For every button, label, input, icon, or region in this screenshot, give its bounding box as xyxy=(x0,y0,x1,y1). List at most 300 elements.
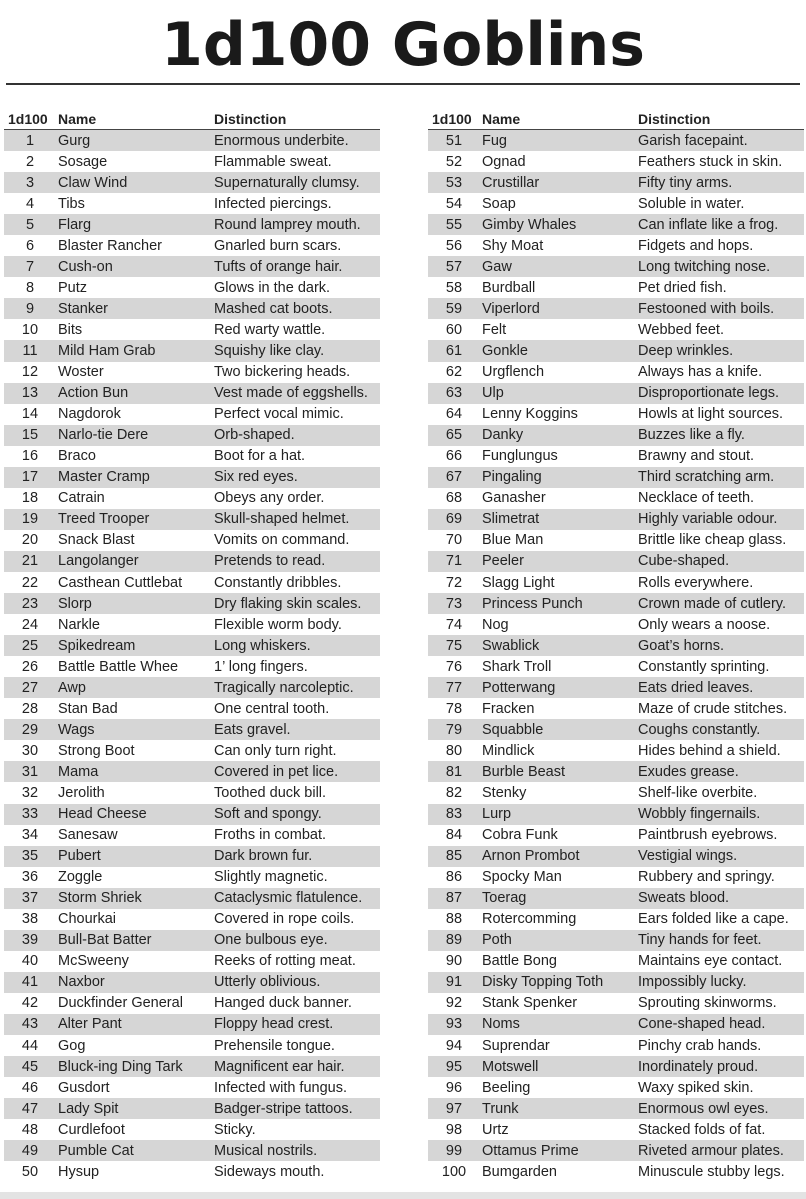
table-row xyxy=(4,256,380,277)
distinction-cell: Vomits on command. xyxy=(214,532,350,549)
name-cell: Braco xyxy=(58,448,96,465)
roll-cell: 53 xyxy=(445,174,463,191)
distinction-cell: Shelf-like overbite. xyxy=(638,784,758,801)
roll-cell: 49 xyxy=(21,1142,39,1159)
name-cell: Felt xyxy=(482,321,507,338)
roll-cell: 3 xyxy=(25,174,35,191)
name-cell: Blaster Rancher xyxy=(58,237,162,254)
roll-cell: 8 xyxy=(25,279,35,296)
table-row xyxy=(4,782,380,803)
name-cell: Curdlefoot xyxy=(58,1121,125,1138)
table-row xyxy=(4,888,380,909)
distinction-cell: Pet dried fish. xyxy=(638,279,727,296)
roll-cell: 77 xyxy=(445,679,463,696)
distinction-cell: Prehensile tongue. xyxy=(214,1037,335,1054)
table-row xyxy=(4,340,380,361)
roll-cell: 40 xyxy=(21,953,39,970)
distinction-cell: Necklace of teeth. xyxy=(638,490,755,507)
name-cell: Tibs xyxy=(58,195,85,212)
name-cell: Woster xyxy=(58,364,104,381)
roll-cell: 86 xyxy=(445,869,463,886)
roll-cell: 38 xyxy=(21,911,39,928)
roll-cell: 16 xyxy=(21,448,39,465)
name-cell: Nog xyxy=(482,616,509,633)
roll-cell: 57 xyxy=(445,258,463,275)
roll-cell: 66 xyxy=(445,448,463,465)
name-cell: Mindlick xyxy=(482,742,535,759)
table-row xyxy=(428,1077,804,1098)
distinction-cell: Floppy head crest. xyxy=(214,1016,334,1033)
name-cell: Narkle xyxy=(58,616,100,633)
distinction-cell: Sweats blood. xyxy=(638,890,730,907)
name-cell: Sosage xyxy=(58,153,108,170)
table-row xyxy=(428,467,804,488)
table-row xyxy=(428,383,804,404)
table-row xyxy=(4,151,380,172)
distinction-cell: Slightly magnetic. xyxy=(214,869,328,886)
roll-cell: 35 xyxy=(21,848,39,865)
name-cell: Battle Battle Whee xyxy=(58,658,179,675)
roll-cell: 89 xyxy=(445,932,463,949)
name-cell: Narlo-tie Dere xyxy=(58,427,149,444)
roll-cell: 63 xyxy=(445,385,463,402)
distinction-cell: Flammable sweat. xyxy=(214,153,332,170)
roll-cell: 56 xyxy=(445,237,463,254)
distinction-cell: Rolls everywhere. xyxy=(638,574,754,591)
table-row xyxy=(428,551,804,572)
distinction-cell: Can only turn right. xyxy=(214,742,337,759)
roll-cell: 72 xyxy=(445,574,463,591)
table-row xyxy=(4,425,380,446)
distinction-cell: Boot for a hat. xyxy=(214,448,306,465)
table-row xyxy=(4,488,380,509)
roll-cell: 4 xyxy=(25,195,35,212)
distinction-cell: Festooned with boils. xyxy=(638,300,775,317)
distinction-cell: Highly variable odour. xyxy=(638,511,778,528)
name-cell: Casthean Cuttlebat xyxy=(58,574,183,591)
name-cell: Fracken xyxy=(482,700,535,717)
table-row xyxy=(428,888,804,909)
table-row xyxy=(4,951,380,972)
name-cell: Suprendar xyxy=(482,1037,550,1054)
header-name: Name xyxy=(58,110,97,127)
table-row xyxy=(4,593,380,614)
roll-cell: 29 xyxy=(21,721,39,738)
name-cell: Arnon Prombot xyxy=(482,848,580,865)
roll-cell: 96 xyxy=(445,1079,463,1096)
distinction-cell: Perfect vocal mimic. xyxy=(214,406,344,423)
table-column-right xyxy=(428,108,804,1182)
table-row xyxy=(4,1014,380,1035)
distinction-cell: Stacked folds of fat. xyxy=(638,1121,766,1138)
header-distinction: Distinction xyxy=(638,110,711,127)
distinction-cell: Fifty tiny arms. xyxy=(638,174,733,191)
table-row xyxy=(428,972,804,993)
name-cell: Treed Trooper xyxy=(58,511,150,528)
distinction-cell: Hanged duck banner. xyxy=(214,995,352,1012)
distinction-cell: Webbed feet. xyxy=(638,321,724,338)
name-cell: Chourkai xyxy=(58,911,117,928)
table-row xyxy=(428,993,804,1014)
table-row xyxy=(4,467,380,488)
roll-cell: 95 xyxy=(445,1058,463,1075)
name-cell: Burble Beast xyxy=(482,763,566,780)
distinction-cell: Buzzes like a fly. xyxy=(638,427,745,444)
table-row xyxy=(428,909,804,930)
name-cell: Stanker xyxy=(58,300,108,317)
name-cell: Pumble Cat xyxy=(58,1142,134,1159)
name-cell: Catrain xyxy=(58,490,105,507)
table-row xyxy=(428,193,804,214)
distinction-cell: Can inflate like a frog. xyxy=(638,216,779,233)
roll-cell: 25 xyxy=(21,637,39,654)
name-cell: Putz xyxy=(58,279,88,296)
table-row xyxy=(428,1161,804,1182)
table-row xyxy=(428,572,804,593)
table-row xyxy=(428,719,804,740)
distinction-cell: Round lamprey mouth. xyxy=(214,216,361,233)
table-row xyxy=(428,319,804,340)
roll-cell: 9 xyxy=(25,300,35,317)
table-row xyxy=(428,593,804,614)
table-row xyxy=(428,340,804,361)
roll-cell: 64 xyxy=(445,406,463,423)
table-row xyxy=(428,846,804,867)
name-cell: Awp xyxy=(58,679,86,696)
table-row xyxy=(4,1161,380,1182)
distinction-cell: Cataclysmic flatulence. xyxy=(214,890,363,907)
name-cell: Cush-on xyxy=(58,258,113,275)
distinction-cell: Eats gravel. xyxy=(214,721,291,738)
name-cell: Storm Shriek xyxy=(58,890,142,907)
name-cell: Stank Spenker xyxy=(482,995,578,1012)
roll-cell: 69 xyxy=(445,511,463,528)
name-cell: Flarg xyxy=(58,216,92,233)
table-row xyxy=(428,698,804,719)
name-cell: Gaw xyxy=(482,258,512,275)
name-cell: Claw Wind xyxy=(58,174,128,191)
distinction-cell: Constantly sprinting. xyxy=(638,658,770,675)
table-row xyxy=(428,804,804,825)
table-row xyxy=(428,930,804,951)
table-row xyxy=(4,193,380,214)
distinction-cell: Ears folded like a cape. xyxy=(638,911,789,928)
roll-cell: 33 xyxy=(21,806,39,823)
name-cell: Gusdort xyxy=(58,1079,110,1096)
distinction-cell: Rubbery and springy. xyxy=(638,869,775,886)
roll-cell: 47 xyxy=(21,1100,39,1117)
distinction-cell: Toothed duck bill. xyxy=(214,784,327,801)
table-row xyxy=(4,277,380,298)
table-row xyxy=(4,319,380,340)
distinction-cell: Riveted armour plates. xyxy=(638,1142,784,1159)
roll-cell: 65 xyxy=(445,427,463,444)
roll-cell: 10 xyxy=(21,321,39,338)
roll-cell: 79 xyxy=(445,721,463,738)
table-row xyxy=(428,1119,804,1140)
distinction-cell: Sideways mouth. xyxy=(214,1163,325,1180)
table-row xyxy=(428,362,804,383)
distinction-cell: Glows in the dark. xyxy=(214,279,331,296)
distinction-cell: Froths in combat. xyxy=(214,827,327,844)
roll-cell: 71 xyxy=(445,553,463,570)
distinction-cell: Maintains eye contact. xyxy=(638,953,783,970)
name-cell: Cobra Funk xyxy=(482,827,558,844)
name-cell: Gonkle xyxy=(482,342,528,359)
table-row xyxy=(428,235,804,256)
name-cell: Shy Moat xyxy=(482,237,544,254)
roll-cell: 67 xyxy=(445,469,463,486)
table-row xyxy=(4,993,380,1014)
distinction-cell: Feathers stuck in skin. xyxy=(638,153,783,170)
distinction-cell: Red warty wattle. xyxy=(214,321,326,338)
table-row xyxy=(4,804,380,825)
distinction-cell: Third scratching arm. xyxy=(638,469,775,486)
roll-cell: 98 xyxy=(445,1121,463,1138)
table-row xyxy=(4,404,380,425)
name-cell: Beeling xyxy=(482,1079,531,1096)
table-row xyxy=(428,298,804,319)
name-cell: Pingaling xyxy=(482,469,542,486)
name-cell: Ognad xyxy=(482,153,526,170)
roll-cell: 90 xyxy=(445,953,463,970)
name-cell: Lady Spit xyxy=(58,1100,119,1117)
distinction-cell: Tufts of orange hair. xyxy=(214,258,343,275)
table-row xyxy=(4,235,380,256)
distinction-cell: Tragically narcoleptic. xyxy=(214,679,354,696)
name-cell: Lenny Koggins xyxy=(482,406,578,423)
distinction-cell: Waxy spiked skin. xyxy=(638,1079,754,1096)
name-cell: Duckfinder General xyxy=(58,995,183,1012)
header-roll: 1d100 xyxy=(8,110,48,127)
table-row xyxy=(4,740,380,761)
table-row xyxy=(4,972,380,993)
name-cell: Bluck-ing Ding Tark xyxy=(58,1058,183,1075)
roll-cell: 61 xyxy=(445,342,463,359)
table-row xyxy=(4,446,380,467)
roll-cell: 46 xyxy=(21,1079,39,1096)
distinction-cell: One central tooth. xyxy=(214,700,330,717)
name-cell: Langolanger xyxy=(58,553,139,570)
distinction-cell: Constantly dribbles. xyxy=(214,574,342,591)
distinction-cell: Always has a knife. xyxy=(638,364,763,381)
roll-cell: 74 xyxy=(445,616,463,633)
distinction-cell: Squishy like clay. xyxy=(214,342,325,359)
table-body-left xyxy=(4,130,380,1182)
table-row xyxy=(4,1056,380,1077)
name-cell: Slagg Light xyxy=(482,574,555,591)
name-cell: Peeler xyxy=(482,553,524,570)
table-row xyxy=(428,1014,804,1035)
roll-cell: 18 xyxy=(21,490,39,507)
name-cell: Urgflench xyxy=(482,364,545,381)
name-cell: Spikedream xyxy=(58,637,136,654)
roll-cell: 20 xyxy=(21,532,39,549)
table-row xyxy=(4,1098,380,1119)
distinction-cell: Infected piercings. xyxy=(214,195,332,212)
distinction-cell: Dry flaking skin scales. xyxy=(214,595,362,612)
distinction-cell: Brawny and stout. xyxy=(638,448,755,465)
roll-cell: 27 xyxy=(21,679,39,696)
table-row xyxy=(4,551,380,572)
roll-cell: 39 xyxy=(21,932,39,949)
distinction-cell: Magnificent ear hair. xyxy=(214,1058,345,1075)
name-cell: Hysup xyxy=(58,1163,100,1180)
roll-cell: 26 xyxy=(21,658,39,675)
distinction-cell: Coughs constantly. xyxy=(638,721,761,738)
roll-cell: 52 xyxy=(445,153,463,170)
table-body-right xyxy=(428,130,804,1182)
table-row xyxy=(4,362,380,383)
roll-cell: 48 xyxy=(21,1121,39,1138)
name-cell: Ganasher xyxy=(482,490,546,507)
name-cell: Princess Punch xyxy=(482,595,583,612)
roll-cell: 1 xyxy=(25,132,35,149)
table-row xyxy=(4,172,380,193)
distinction-cell: Skull-shaped helmet. xyxy=(214,511,350,528)
table-header-left xyxy=(4,108,380,130)
roll-cell: 55 xyxy=(445,216,463,233)
roll-cell: 6 xyxy=(25,237,35,254)
distinction-cell: One bulbous eye. xyxy=(214,932,328,949)
table-row xyxy=(4,719,380,740)
roll-cell: 17 xyxy=(21,469,39,486)
name-cell: Poth xyxy=(482,932,512,949)
table-row xyxy=(4,1035,380,1056)
roll-cell: 14 xyxy=(21,406,39,423)
distinction-cell: Exudes grease. xyxy=(638,763,739,780)
roll-cell: 99 xyxy=(445,1142,463,1159)
table-row xyxy=(4,930,380,951)
roll-cell: 93 xyxy=(445,1016,463,1033)
title-divider xyxy=(6,83,800,85)
table-row xyxy=(428,656,804,677)
table-row xyxy=(4,698,380,719)
distinction-cell: Brittle like cheap glass. xyxy=(638,532,787,549)
name-cell: Head Cheese xyxy=(58,806,147,823)
table-row xyxy=(4,677,380,698)
distinction-cell: Gnarled burn scars. xyxy=(214,237,342,254)
distinction-cell: Impossibly lucky. xyxy=(638,974,747,991)
distinction-cell: Badger-stripe tattoos. xyxy=(214,1100,353,1117)
roll-cell: 15 xyxy=(21,427,39,444)
name-cell: Bull-Bat Batter xyxy=(58,932,152,949)
table-row xyxy=(428,1140,804,1161)
name-cell: Fug xyxy=(482,132,507,149)
roll-cell: 84 xyxy=(445,827,463,844)
roll-cell: 2 xyxy=(25,153,35,170)
table-row xyxy=(428,488,804,509)
table-row xyxy=(428,1098,804,1119)
name-cell: Stan Bad xyxy=(58,700,118,717)
table-row xyxy=(4,656,380,677)
distinction-cell: Eats dried leaves. xyxy=(638,679,754,696)
distinction-cell: Goat’s horns. xyxy=(638,637,724,654)
distinction-cell: 1’ long fingers. xyxy=(214,658,308,675)
roll-cell: 97 xyxy=(445,1100,463,1117)
distinction-cell: Orb-shaped. xyxy=(214,427,295,444)
table-row xyxy=(4,298,380,319)
table-row xyxy=(4,1119,380,1140)
table-row xyxy=(428,740,804,761)
distinction-cell: Cone-shaped head. xyxy=(638,1016,766,1033)
table-row xyxy=(4,383,380,404)
table-row xyxy=(428,530,804,551)
distinction-cell: Infected with fungus. xyxy=(214,1079,347,1096)
table-row xyxy=(4,909,380,930)
distinction-cell: Garish facepaint. xyxy=(638,132,748,149)
header-distinction: Distinction xyxy=(214,110,287,127)
name-cell: Slimetrat xyxy=(482,511,540,528)
distinction-cell: Vest made of eggshells. xyxy=(214,385,368,402)
name-cell: Stenky xyxy=(482,784,527,801)
name-cell: Toerag xyxy=(482,890,527,907)
table-row xyxy=(4,846,380,867)
distinction-cell: Pinchy crab hands. xyxy=(638,1037,762,1054)
distinction-cell: Sticky. xyxy=(214,1121,256,1138)
distinction-cell: Minuscule stubby legs. xyxy=(638,1163,785,1180)
distinction-cell: Inordinately proud. xyxy=(638,1058,759,1075)
table-row xyxy=(428,256,804,277)
distinction-cell: Flexible worm body. xyxy=(214,616,342,633)
name-cell: Ulp xyxy=(482,385,504,402)
roll-cell: 21 xyxy=(21,553,39,570)
roll-cell: 50 xyxy=(21,1163,39,1180)
roll-cell: 94 xyxy=(445,1037,463,1054)
name-cell: Danky xyxy=(482,427,524,444)
distinction-cell: Six red eyes. xyxy=(214,469,298,486)
name-cell: Swablick xyxy=(482,637,540,654)
name-cell: Slorp xyxy=(58,595,92,612)
name-cell: Bits xyxy=(58,321,83,338)
roll-cell: 87 xyxy=(445,890,463,907)
name-cell: Potterwang xyxy=(482,679,556,696)
distinction-cell: Mashed cat boots. xyxy=(214,300,333,317)
name-cell: Sanesaw xyxy=(58,827,118,844)
roll-cell: 59 xyxy=(445,300,463,317)
roll-cell: 7 xyxy=(25,258,35,275)
roll-cell: 28 xyxy=(21,700,39,717)
roll-cell: 75 xyxy=(445,637,463,654)
roll-cell: 42 xyxy=(21,995,39,1012)
roll-cell: 80 xyxy=(445,742,463,759)
roll-cell: 82 xyxy=(445,784,463,801)
table-row xyxy=(428,446,804,467)
table-row xyxy=(4,635,380,656)
name-cell: Crustillar xyxy=(482,174,540,191)
name-cell: Ottamus Prime xyxy=(482,1142,579,1159)
distinction-cell: Obeys any order. xyxy=(214,490,325,507)
distinction-cell: Wobbly fingernails. xyxy=(638,806,761,823)
table-row xyxy=(4,1077,380,1098)
name-cell: McSweeny xyxy=(58,953,129,970)
distinction-cell: Tiny hands for feet. xyxy=(638,932,762,949)
roll-cell: 31 xyxy=(21,763,39,780)
distinction-cell: Soluble in water. xyxy=(638,195,745,212)
distinction-cell: Covered in rope coils. xyxy=(214,911,355,928)
roll-cell: 45 xyxy=(21,1058,39,1075)
table-row xyxy=(4,1140,380,1161)
roll-cell: 11 xyxy=(22,342,38,359)
roll-cell: 44 xyxy=(21,1037,39,1054)
distinction-cell: Maze of crude stitches. xyxy=(638,700,788,717)
distinction-cell: Sprouting skinworms. xyxy=(638,995,777,1012)
roll-cell: 62 xyxy=(445,364,463,381)
roll-cell: 58 xyxy=(445,279,463,296)
distinction-cell: Covered in pet lice. xyxy=(214,763,339,780)
name-cell: Funglungus xyxy=(482,448,558,465)
name-cell: Mama xyxy=(58,763,99,780)
